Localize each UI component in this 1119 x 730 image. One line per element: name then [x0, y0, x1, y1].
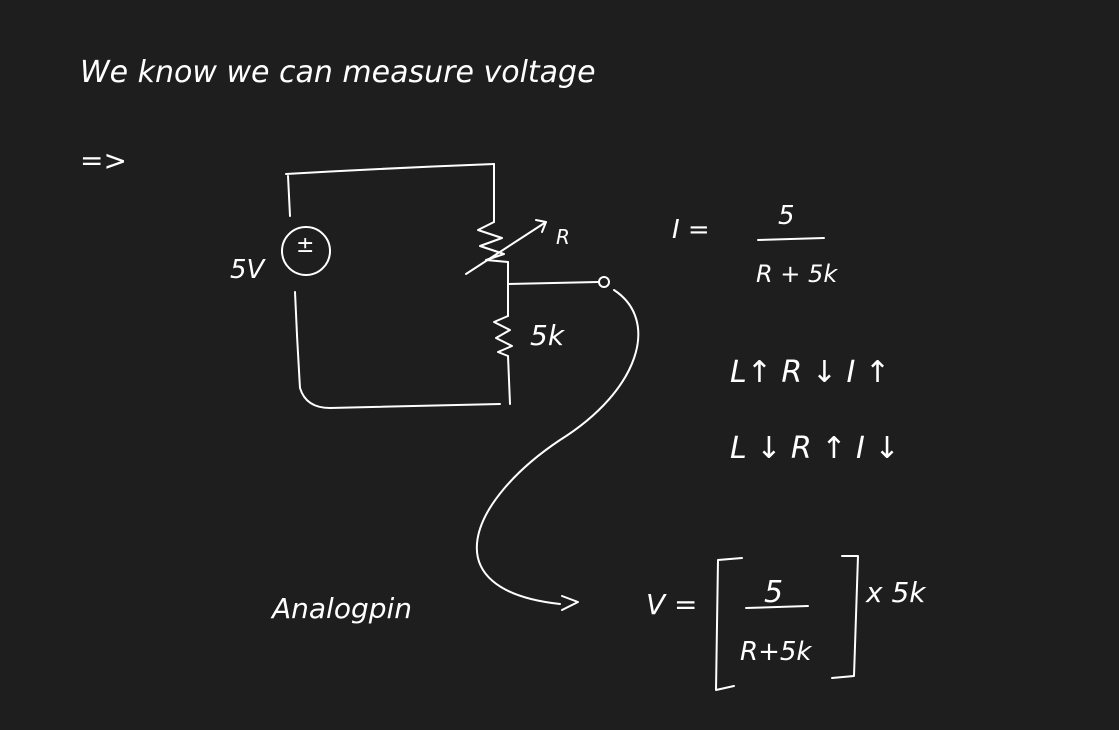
fixed-resistor	[494, 316, 566, 356]
variable-resistor	[466, 220, 570, 274]
wire-top	[286, 164, 494, 174]
fixed-resistor-label: 5k	[530, 319, 565, 352]
analog-pin-label: Analogpin	[272, 592, 413, 625]
source-label: 5V	[230, 255, 265, 285]
voltage-formula	[646, 556, 927, 690]
voltage-lhs: V =	[646, 588, 698, 621]
circuit	[230, 164, 609, 408]
voltage-fraction-bar	[746, 606, 808, 608]
voltage-denominator: R+5k	[740, 637, 812, 667]
voltage-source	[230, 227, 330, 285]
signal-arrowhead	[562, 596, 578, 610]
wire-left-bottom	[295, 292, 500, 408]
wire-bottom-right	[508, 356, 510, 404]
right-bracket	[832, 556, 858, 678]
current-fraction-bar	[758, 238, 824, 240]
output-tap-wire	[508, 282, 598, 284]
voltage-numerator: 5	[764, 575, 784, 610]
current-denominator: R + 5k	[756, 260, 838, 288]
left-bracket	[716, 558, 742, 690]
wire-left-top	[288, 176, 290, 216]
current-lhs: I =	[672, 215, 710, 245]
variable-resistor-label: R	[556, 225, 570, 249]
current-numerator: 5	[778, 201, 795, 231]
title-text: We know we can measure voltage	[80, 55, 596, 90]
voltage-multiplier: x 5k	[866, 576, 926, 609]
output-terminal	[599, 277, 609, 287]
current-formula	[672, 201, 838, 288]
relation-line-1: L↑ R ↓ I ↑	[730, 355, 890, 390]
relation-line-2: L ↓ R ↑ I ↓	[730, 431, 900, 466]
source-symbol: ±	[296, 233, 315, 258]
variable-resistor-arrow	[466, 220, 546, 274]
fixed-resistor-zigzag	[494, 316, 512, 356]
implies-arrow: =>	[80, 144, 127, 177]
